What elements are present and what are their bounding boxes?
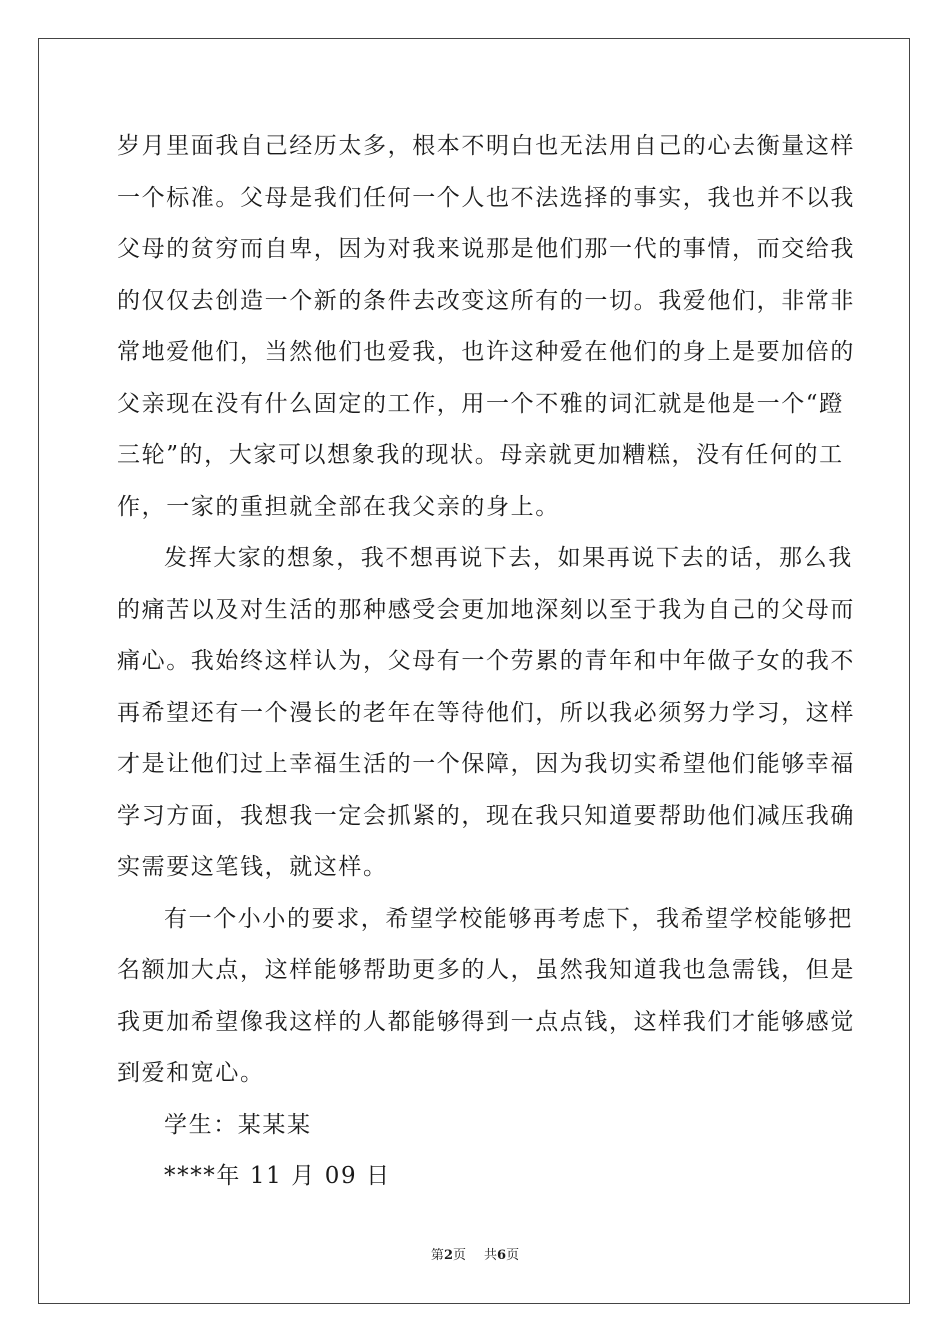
body-text-line: 父亲现在没有什么固定的工作，用一个不雅的词汇就是他是一个“蹬 bbox=[117, 391, 844, 417]
date-line: ****年 11 月 09 日 bbox=[164, 1163, 391, 1189]
signature-line: 学生：某某某 bbox=[164, 1112, 312, 1138]
body-text-line: 常地爱他们，当然他们也爱我，也许这种爱在他们的身上是要加倍的 bbox=[117, 339, 855, 365]
body-text-line: 才是让他们过上幸福生活的一个保障，因为我切实希望他们能够幸福 bbox=[117, 751, 855, 777]
body-text-line: 再希望还有一个漫长的老年在等待他们，所以我必须努力学习，这样 bbox=[117, 700, 855, 726]
page-total-prefix: 共 bbox=[484, 1248, 498, 1263]
body-text-line: 的仅仅去创造一个新的条件去改变这所有的一切。我爱他们，非常非 bbox=[117, 288, 855, 314]
body-text-line: 作，一家的重担就全部在我父亲的身上。 bbox=[117, 494, 560, 520]
body-text-line: 的痛苦以及对生活的那种感受会更加地深刻以至于我为自己的父母而 bbox=[117, 597, 855, 623]
page-number-current: 2 bbox=[443, 1248, 453, 1263]
body-text-line: 父母的贫穷而自卑，因为对我来说那是他们那一代的事情，而交给我 bbox=[117, 236, 855, 262]
body-text-line: 到爱和宽心。 bbox=[117, 1060, 265, 1086]
body-text-line: 学习方面，我想我一定会抓紧的，现在我只知道要帮助他们减压我确 bbox=[117, 803, 855, 829]
page-footer bbox=[0, 1247, 950, 1265]
page-number-suffix: 页 bbox=[452, 1248, 466, 1263]
paragraph-first-line: 有一个小小的要求，希望学校能够再考虑下，我希望学校能够把 bbox=[164, 906, 853, 932]
page-number-prefix: 第 bbox=[430, 1248, 444, 1263]
body-text-line: 实需要这笔钱，就这样。 bbox=[117, 854, 388, 880]
body-text-line: 痛心。我始终这样认为，父母有一个劳累的青年和中年做子女的我不 bbox=[117, 648, 855, 674]
body-text-line: 名额加大点，这样能够帮助更多的人，虽然我知道我也急需钱，但是 bbox=[117, 957, 855, 983]
page-total-suffix: 页 bbox=[506, 1248, 520, 1263]
page-number-total: 6 bbox=[497, 1248, 507, 1263]
body-text-line: 一个标准。父母是我们任何一个人也不法选择的事实，我也并不以我 bbox=[117, 185, 855, 211]
body-text-line: 我更加希望像我这样的人都能够得到一点点钱，这样我们才能够感觉 bbox=[117, 1009, 855, 1035]
paragraph-first-line: 发挥大家的想象，我不想再说下去，如果再说下去的话，那么我 bbox=[164, 545, 853, 571]
body-text-line: 三轮”的，大家可以想象我的现状。母亲就更加糟糕，没有任何的工 bbox=[117, 442, 844, 468]
body-text-line: 岁月里面我自己经历太多，根本不明白也无法用自己的心去衡量这样 bbox=[117, 133, 855, 159]
